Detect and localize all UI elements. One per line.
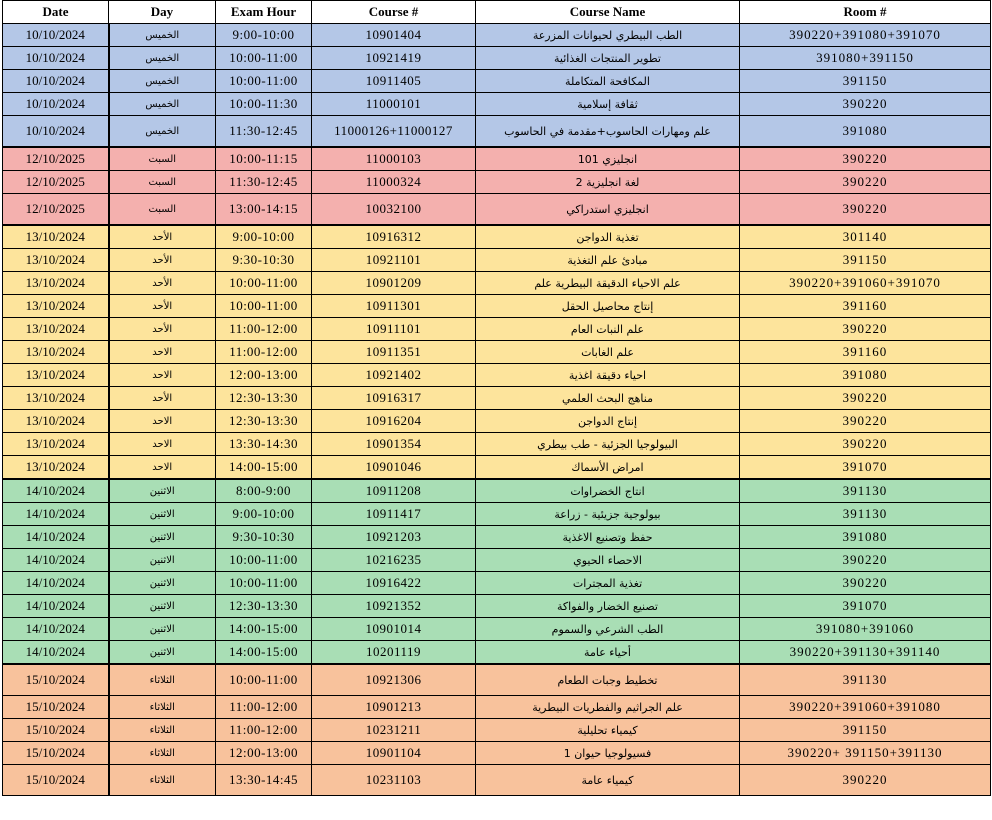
exam-hour-cell: 11:00-12:00: [216, 318, 312, 341]
date-cell: 14/10/2024: [3, 572, 109, 595]
date-cell: 14/10/2024: [3, 479, 109, 503]
day-cell: الاثنين: [109, 503, 216, 526]
room-cell: 391160: [740, 341, 991, 364]
date-cell: 14/10/2024: [3, 595, 109, 618]
date-cell: 14/10/2024: [3, 526, 109, 549]
date-cell: 13/10/2024: [3, 295, 109, 318]
date-cell: 12/10/2025: [3, 171, 109, 194]
course-number-cell: 10032100: [312, 194, 476, 226]
course-number-cell: 10911417: [312, 503, 476, 526]
course-number-cell: 10901209: [312, 272, 476, 295]
exam-hour-cell: 11:00-12:00: [216, 696, 312, 719]
course-name-cell: كيمياء عامة: [476, 765, 740, 796]
course-number-cell: 10916422: [312, 572, 476, 595]
course-name-cell: امراض الأسماك: [476, 456, 740, 480]
course-number-column-header: Course #: [312, 1, 476, 24]
course-number-cell: 10901104: [312, 742, 476, 765]
exam-hour-cell: 10:00-11:00: [216, 295, 312, 318]
day-cell: الاثنين: [109, 618, 216, 641]
table-row: [3, 641, 991, 665]
course-number-cell: 10231103: [312, 765, 476, 796]
course-name-cell: الطب البيطري لحيوانات المزرعة: [476, 24, 740, 47]
exam-hour-cell: 9:00-10:00: [216, 225, 312, 249]
room-cell: 391160: [740, 295, 991, 318]
room-cell: 391130: [740, 479, 991, 503]
course-number-cell: 11000103: [312, 147, 476, 171]
exam-hour-cell: 12:00-13:00: [216, 742, 312, 765]
course-number-cell: 10901354: [312, 433, 476, 456]
table-row: [3, 70, 991, 93]
exam-hour-cell: 12:30-13:30: [216, 595, 312, 618]
table-row: [3, 456, 991, 480]
exam-hour-column-header: Exam Hour: [216, 1, 312, 24]
date-cell: 13/10/2024: [3, 456, 109, 480]
course-name-cell: الاحصاء الحيوي: [476, 549, 740, 572]
course-name-cell: احياء دقيقة اغذية: [476, 364, 740, 387]
day-cell: الاحد: [109, 410, 216, 433]
course-number-cell: 10911101: [312, 318, 476, 341]
date-cell: 12/10/2025: [3, 194, 109, 226]
course-number-cell: 10911301: [312, 295, 476, 318]
table-row: [3, 364, 991, 387]
exam-hour-cell: 12:30-13:30: [216, 410, 312, 433]
date-cell: 13/10/2024: [3, 433, 109, 456]
date-cell: 14/10/2024: [3, 641, 109, 665]
day-cell: الاثنين: [109, 572, 216, 595]
course-name-cell: مبادئ علم التغذية: [476, 249, 740, 272]
course-number-cell: 10911208: [312, 479, 476, 503]
course-name-cell: المكافحة المتكاملة: [476, 70, 740, 93]
course-number-cell: 11000324: [312, 171, 476, 194]
course-number-cell: 10901046: [312, 456, 476, 480]
room-cell: 390220+ 391150+391130: [740, 742, 991, 765]
exam-hour-cell: 10:00-11:30: [216, 93, 312, 116]
day-cell: الثلاثاء: [109, 696, 216, 719]
course-name-cell: انتاج الخضراوات: [476, 479, 740, 503]
course-name-cell: مناهج البحث العلمي: [476, 387, 740, 410]
course-number-cell: 10921203: [312, 526, 476, 549]
room-cell: 390220: [740, 433, 991, 456]
course-name-cell: البيولوجيا الجزئية - طب بيطري: [476, 433, 740, 456]
day-cell: الخميس: [109, 116, 216, 148]
day-cell: الاحد: [109, 364, 216, 387]
course-number-cell: 10911351: [312, 341, 476, 364]
room-cell: 390220: [740, 572, 991, 595]
table-row: [3, 503, 991, 526]
room-column-header: Room #: [740, 1, 991, 24]
exam-hour-cell: 10:00-11:00: [216, 549, 312, 572]
course-name-cell: تغذية المجترات: [476, 572, 740, 595]
table-row: [3, 696, 991, 719]
room-cell: 390220+391080+391070: [740, 24, 991, 47]
course-number-cell: 10911405: [312, 70, 476, 93]
exam-hour-cell: 12:30-13:30: [216, 387, 312, 410]
room-cell: 390220: [740, 549, 991, 572]
date-cell: 10/10/2024: [3, 93, 109, 116]
exam-hour-cell: 10:00-11:00: [216, 664, 312, 696]
day-cell: الاثنين: [109, 641, 216, 665]
exam-hour-cell: 9:30-10:30: [216, 249, 312, 272]
table-row: [3, 410, 991, 433]
date-cell: 10/10/2024: [3, 24, 109, 47]
room-cell: 391080: [740, 526, 991, 549]
room-cell: 390220: [740, 147, 991, 171]
exam-hour-cell: 13:00-14:15: [216, 194, 312, 226]
day-column-header: Day: [109, 1, 216, 24]
day-cell: الثلاثاء: [109, 742, 216, 765]
exam-hour-cell: 10:00-11:00: [216, 272, 312, 295]
table-row: [3, 194, 991, 226]
header-row: [3, 1, 991, 24]
room-cell: 391070: [740, 595, 991, 618]
exam-hour-cell: 11:00-12:00: [216, 719, 312, 742]
day-cell: الاثنين: [109, 549, 216, 572]
course-number-cell: 10921306: [312, 664, 476, 696]
table-row: [3, 318, 991, 341]
course-number-cell: 10231211: [312, 719, 476, 742]
course-number-cell: 10901213: [312, 696, 476, 719]
day-cell: السبت: [109, 171, 216, 194]
table-row: [3, 433, 991, 456]
day-cell: الأحد: [109, 249, 216, 272]
room-cell: 391070: [740, 456, 991, 480]
date-cell: 13/10/2024: [3, 410, 109, 433]
course-name-cell: علم ومهارات الحاسوب+مقدمة في الحاسوب: [476, 116, 740, 148]
day-cell: الثلاثاء: [109, 765, 216, 796]
date-cell: 13/10/2024: [3, 387, 109, 410]
day-cell: الاثنين: [109, 595, 216, 618]
course-name-cell: انجليزي استدراكي: [476, 194, 740, 226]
course-name-cell: أحياء عامة: [476, 641, 740, 665]
date-cell: 13/10/2024: [3, 341, 109, 364]
course-number-cell: 10216235: [312, 549, 476, 572]
table-row: [3, 225, 991, 249]
course-name-cell: الطب الشرعي والسموم: [476, 618, 740, 641]
room-cell: 390220: [740, 387, 991, 410]
room-cell: 391080: [740, 116, 991, 148]
table-row: [3, 387, 991, 410]
course-number-cell: 10921101: [312, 249, 476, 272]
room-cell: 391150: [740, 249, 991, 272]
course-number-cell: 10921402: [312, 364, 476, 387]
schedule-body: [3, 24, 991, 796]
room-cell: 390220: [740, 171, 991, 194]
table-row: [3, 116, 991, 148]
exam-schedule-table: [2, 0, 991, 796]
date-cell: 13/10/2024: [3, 272, 109, 295]
course-number-cell: 10901404: [312, 24, 476, 47]
date-cell: 12/10/2025: [3, 147, 109, 171]
course-name-cell: ثقافة إسلامية: [476, 93, 740, 116]
exam-hour-cell: 10:00-11:00: [216, 572, 312, 595]
exam-hour-cell: 10:00-11:00: [216, 70, 312, 93]
room-cell: 390220: [740, 318, 991, 341]
room-cell: 390220+391060+391070: [740, 272, 991, 295]
exam-hour-cell: 12:00-13:00: [216, 364, 312, 387]
room-cell: 390220+391130+391140: [740, 641, 991, 665]
room-cell: 390220: [740, 93, 991, 116]
room-cell: 391080+391150: [740, 47, 991, 70]
course-name-cell: علم الجراثيم والفطريات البيطرية: [476, 696, 740, 719]
course-name-cell: إنتاج الدواجن: [476, 410, 740, 433]
room-cell: 391130: [740, 664, 991, 696]
exam-hour-cell: 11:30-12:45: [216, 171, 312, 194]
course-name-cell: انجليزي 101: [476, 147, 740, 171]
date-cell: 10/10/2024: [3, 116, 109, 148]
room-cell: 390220: [740, 765, 991, 796]
date-cell: 15/10/2024: [3, 664, 109, 696]
day-cell: الخميس: [109, 93, 216, 116]
day-cell: الأحد: [109, 272, 216, 295]
course-name-column-header: Course Name: [476, 1, 740, 24]
course-name-cell: إنتاج محاصيل الحقل: [476, 295, 740, 318]
table-row: [3, 93, 991, 116]
date-cell: 10/10/2024: [3, 70, 109, 93]
date-cell: 13/10/2024: [3, 225, 109, 249]
exam-hour-cell: 13:30-14:45: [216, 765, 312, 796]
table-row: [3, 719, 991, 742]
table-row: [3, 341, 991, 364]
course-name-cell: فسيولوجيا حيوان 1: [476, 742, 740, 765]
course-name-cell: حفظ وتصنيع الاغذية: [476, 526, 740, 549]
date-column-header: Date: [3, 1, 109, 24]
day-cell: الأحد: [109, 387, 216, 410]
room-cell: 391080: [740, 364, 991, 387]
table-row: [3, 526, 991, 549]
day-cell: الاثنين: [109, 479, 216, 503]
room-cell: 390220: [740, 410, 991, 433]
table-row: [3, 295, 991, 318]
exam-hour-cell: 9:00-10:00: [216, 24, 312, 47]
room-cell: 391150: [740, 70, 991, 93]
table-row: [3, 618, 991, 641]
course-name-cell: تغذية الدواجن: [476, 225, 740, 249]
table-row: [3, 249, 991, 272]
course-name-cell: علم النبات العام: [476, 318, 740, 341]
day-cell: الخميس: [109, 47, 216, 70]
course-name-cell: تطوير المنتجات الغذائية: [476, 47, 740, 70]
table-row: [3, 572, 991, 595]
exam-hour-cell: 11:30-12:45: [216, 116, 312, 148]
room-cell: 390220+391060+391080: [740, 696, 991, 719]
room-cell: 301140: [740, 225, 991, 249]
room-cell: 391150: [740, 719, 991, 742]
date-cell: 15/10/2024: [3, 696, 109, 719]
course-name-cell: لغة انجليزية 2: [476, 171, 740, 194]
course-number-cell: 10916317: [312, 387, 476, 410]
date-cell: 14/10/2024: [3, 618, 109, 641]
course-name-cell: تخطيط وجبات الطعام: [476, 664, 740, 696]
table-row: [3, 595, 991, 618]
exam-hour-cell: 10:00-11:15: [216, 147, 312, 171]
table-row: [3, 479, 991, 503]
course-name-cell: تصنيع الخضار والفواكة: [476, 595, 740, 618]
table-row: [3, 47, 991, 70]
exam-hour-cell: 14:00-15:00: [216, 456, 312, 480]
table-row: [3, 272, 991, 295]
day-cell: الأحد: [109, 225, 216, 249]
exam-hour-cell: 9:00-10:00: [216, 503, 312, 526]
day-cell: الاحد: [109, 341, 216, 364]
table-row: [3, 742, 991, 765]
course-number-cell: 10921352: [312, 595, 476, 618]
day-cell: الثلاثاء: [109, 719, 216, 742]
course-number-cell: 10916312: [312, 225, 476, 249]
exam-hour-cell: 8:00-9:00: [216, 479, 312, 503]
table-row: [3, 664, 991, 696]
table-row: [3, 24, 991, 47]
course-number-cell: 10901014: [312, 618, 476, 641]
day-cell: الاثنين: [109, 526, 216, 549]
course-name-cell: كيمياء تحليلية: [476, 719, 740, 742]
day-cell: السبت: [109, 194, 216, 226]
date-cell: 13/10/2024: [3, 364, 109, 387]
day-cell: الأحد: [109, 295, 216, 318]
room-cell: 391130: [740, 503, 991, 526]
course-number-cell: 10916204: [312, 410, 476, 433]
date-cell: 14/10/2024: [3, 503, 109, 526]
day-cell: السبت: [109, 147, 216, 171]
date-cell: 15/10/2024: [3, 719, 109, 742]
exam-hour-cell: 11:00-12:00: [216, 341, 312, 364]
exam-hour-cell: 14:00-15:00: [216, 618, 312, 641]
date-cell: 10/10/2024: [3, 47, 109, 70]
course-number-cell: 10921419: [312, 47, 476, 70]
day-cell: الخميس: [109, 70, 216, 93]
exam-hour-cell: 9:30-10:30: [216, 526, 312, 549]
date-cell: 13/10/2024: [3, 318, 109, 341]
date-cell: 13/10/2024: [3, 249, 109, 272]
table-row: [3, 147, 991, 171]
day-cell: الثلاثاء: [109, 664, 216, 696]
day-cell: الاحد: [109, 433, 216, 456]
course-name-cell: علم الاحياء الدقيقة البيطرية علم: [476, 272, 740, 295]
table-row: [3, 549, 991, 572]
day-cell: الأحد: [109, 318, 216, 341]
course-name-cell: بيولوجية جزيئية - زراعة: [476, 503, 740, 526]
course-number-cell: 11000101: [312, 93, 476, 116]
table-row: [3, 765, 991, 796]
exam-hour-cell: 10:00-11:00: [216, 47, 312, 70]
table-row: [3, 171, 991, 194]
day-cell: الاحد: [109, 456, 216, 480]
course-number-cell: 10201119: [312, 641, 476, 665]
date-cell: 15/10/2024: [3, 765, 109, 796]
exam-hour-cell: 14:00-15:00: [216, 641, 312, 665]
date-cell: 15/10/2024: [3, 742, 109, 765]
exam-hour-cell: 13:30-14:30: [216, 433, 312, 456]
room-cell: 391080+391060: [740, 618, 991, 641]
room-cell: 390220: [740, 194, 991, 226]
date-cell: 14/10/2024: [3, 549, 109, 572]
course-name-cell: علم الغابات: [476, 341, 740, 364]
day-cell: الخميس: [109, 24, 216, 47]
course-number-cell: 11000126+11000127: [312, 116, 476, 148]
